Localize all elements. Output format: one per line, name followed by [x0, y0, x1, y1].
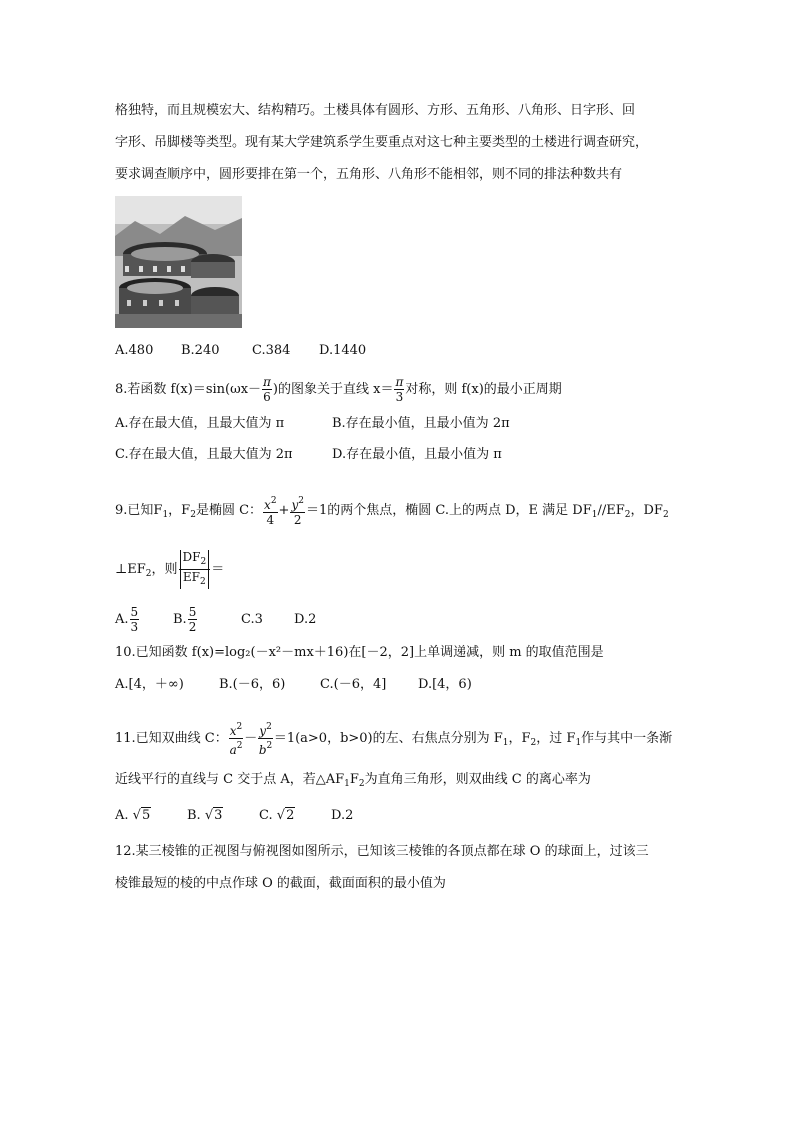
q10-options — [115, 675, 472, 695]
q7-option-a: A.480 — [115, 343, 154, 358]
q11-option-d: D.2 — [331, 808, 354, 823]
q9-ellipse-x-term: $\frac{x^2}{4}$ — [264, 496, 277, 527]
q11-option-c: C. √2 — [259, 808, 295, 823]
q10-option-b: B.(－6，6) — [219, 677, 286, 692]
q11-stem-line-2: 近线平行的直线与 C 交于点 A，若$\triangle AF_1F_2$为直角三角形，则双曲线 C 的离心率为 — [115, 772, 591, 789]
q11-option-a: A. √5 — [115, 808, 151, 823]
q7-options — [115, 341, 366, 361]
q9-options — [115, 605, 316, 634]
q12-stem-line-1: 12.某三棱锥的正视图与俯视图如图所示，已知该三棱锥的各顶点都在球 O 的球面上，过该三 — [115, 844, 649, 859]
q8-option-b: B.存在最小值，且最小值为 2π — [332, 416, 510, 431]
q8-fraction-pi-3: $\frac{\pi}{3}$ — [395, 375, 404, 404]
q9-ellipse-y-term: $\frac{y^2}{2}$ — [291, 496, 304, 527]
q12-stem-line-2: 棱锥最短的棱的中点作球 O 的截面，截面面积的最小值为 — [115, 876, 446, 891]
q9-option-d: D.2 — [294, 612, 317, 627]
q11-hyperbola-x-term: $\frac{x^2}{a^2}$ — [229, 722, 243, 757]
intro-line-3: 要求调查顺序中，圆形要排在第一个，五角形、八角形不能相邻，则不同的排法种数共有 — [115, 167, 623, 182]
q9-stem-line-1: 9.已知$F_1$，$F_2$是椭圆 C： $\frac{x^2}{4}$ + $\frac{y^2}{2}$ ＝1的两个焦点，椭圆 C.上的两点 D，E 满足 $DF_1//EF_2$，$DF_2$ — [115, 496, 669, 527]
q10-option-a: A.[4，＋∞) — [115, 677, 184, 692]
q9-ratio-fraction: $\frac{DF_2}{EF_2}$ — [179, 550, 211, 589]
intro-line-1: 格独特，而且规模宏大、结构精巧。土楼具体有圆形、方形、五角形、八角形、日字形、回 — [115, 103, 636, 118]
q11-stem-line-1: 11.已知双曲线 C： $\frac{x^2}{a^2}$ － $\frac{y^2}{b^2}$ ＝1(a>0，b>0)的左、右焦点分别为 $F_1$，$F_2$，过 $F_1$作与其中一条渐 — [115, 722, 673, 757]
q11-option-b: B. √3 — [187, 808, 223, 823]
q8-option-c: C.存在最大值，且最大值为 2π — [115, 447, 293, 462]
q9-option-c: C.3 — [241, 612, 263, 627]
q7-option-b: B.240 — [181, 343, 220, 358]
q7-option-c: C.384 — [252, 343, 291, 358]
q8-options-row-1 — [115, 414, 510, 434]
q8-option-a: A.存在最大值，且最大值为 π — [115, 416, 285, 431]
q7-option-d: D.1440 — [319, 343, 367, 358]
q8-option-d: D.存在最小值，且最小值为 π — [332, 447, 502, 462]
q9-stem-line-2: $\perp EF_2$，则 $\frac{DF_2}{EF_2}$ ＝ — [115, 550, 225, 587]
q8-fraction-pi-6: $\frac{\pi}{6}$ — [263, 375, 271, 404]
q10-option-c: C.(－6，4] — [320, 677, 387, 692]
q11-options — [115, 806, 353, 826]
intro-line-2: 字形、吊脚楼等类型。现有某大学建筑系学生要重点对这七种主要类型的土楼进行调查研究， — [115, 135, 649, 150]
q9-option-a: A. $\frac{5}{3}$ — [115, 605, 139, 634]
q11-hyperbola-y-term: $\frac{y^2}{b^2}$ — [258, 722, 273, 757]
q10-option-d: D.[4，6) — [418, 677, 472, 692]
q8-stem: 8.若函数 f(x)＝sin(ωx－ $\frac{\pi}{6}$ )的图象关于直线 x＝ $\frac{\pi}{3}$ 对称，则 f(x)的最小正周期 — [115, 375, 562, 404]
q8-options-row-2 — [115, 445, 502, 465]
q10-stem: 10.已知函数 f(x)=log₂(－x²－mx＋16)在[－2，2]上单调递减，则 m 的取值范围是 — [115, 645, 604, 660]
q9-option-b: B. $\frac{5}{2}$ — [173, 605, 197, 634]
tulou-photo — [115, 196, 242, 328]
